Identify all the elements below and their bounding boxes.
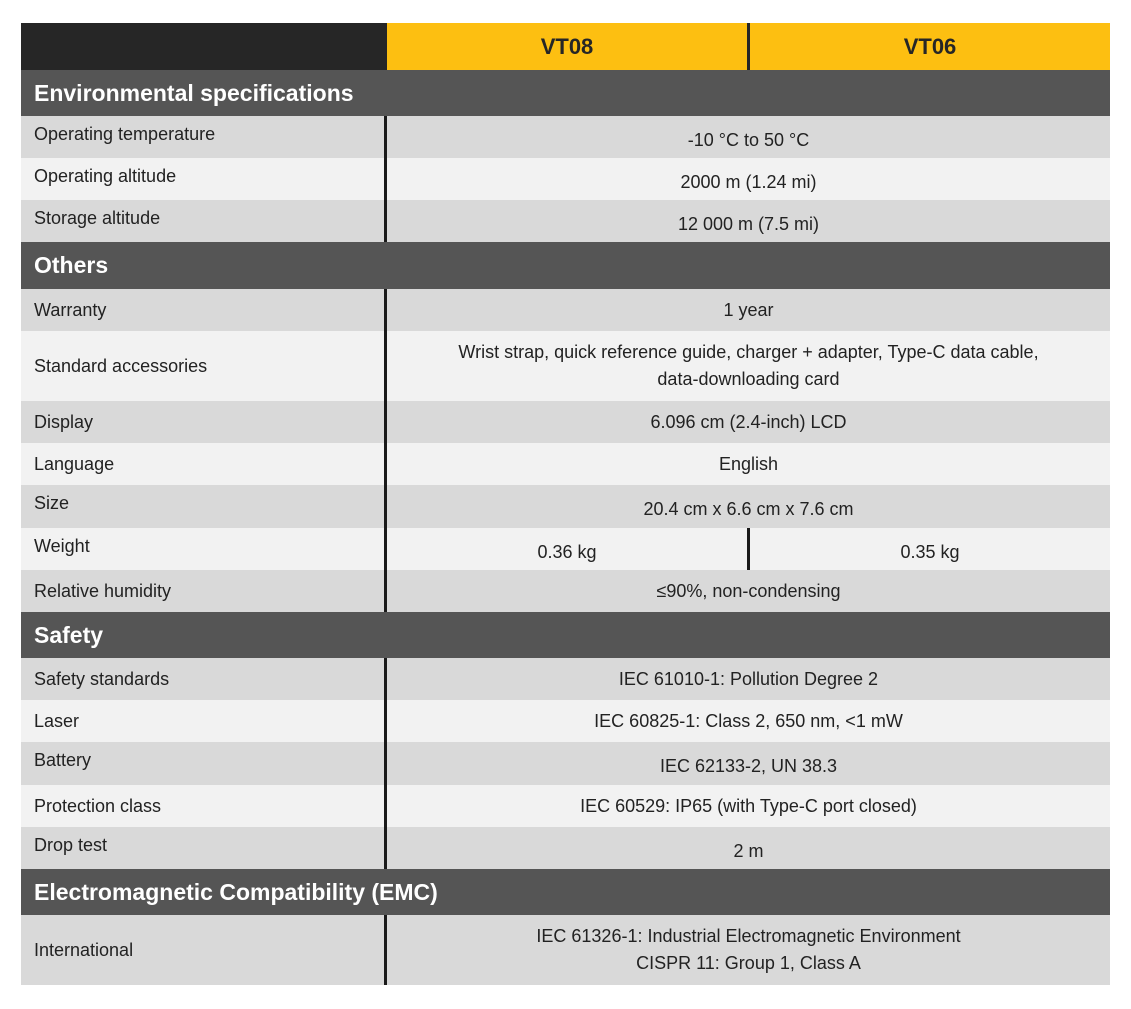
row-label: Display [34, 411, 94, 432]
row-label: Operating temperature [34, 124, 216, 144]
table-row [21, 742, 1110, 785]
row-value: 12 000 m (7.5 mi) [677, 213, 820, 234]
row-label: Protection class [34, 795, 162, 816]
row-value: -10 °C to 50 °C [687, 129, 810, 150]
header-blank-cell [21, 23, 384, 70]
row-label: International [34, 939, 134, 960]
table-row [21, 116, 1110, 158]
spec-table [21, 23, 1110, 985]
row-value: English [718, 453, 779, 474]
header-vt06: VT06 [750, 23, 1110, 70]
table-row [21, 200, 1110, 242]
value-line: IEC 61326-1: Industrial Electromagnetic Environment [536, 926, 961, 946]
row-value-vt08: 0.36 kg [537, 541, 597, 562]
section-title-others: Others [21, 242, 1110, 289]
table-row [21, 915, 1110, 985]
row-value: IEC 60825-1: Class 2, 650 nm, <1 mW [594, 710, 903, 731]
row-label: Laser [34, 710, 80, 731]
row-label: Drop test [34, 835, 108, 855]
row-label: Storage altitude [34, 208, 161, 228]
section-title-safety: Safety [21, 612, 1110, 658]
table-row [21, 570, 1110, 612]
row-label: Operating altitude [34, 166, 177, 186]
row-label: Warranty [34, 299, 107, 320]
table-row [21, 528, 1110, 570]
row-value: 1 year [723, 299, 774, 320]
row-label: Size [34, 493, 70, 513]
row-label: Battery [34, 750, 92, 770]
row-value: 2000 m (1.24 mi) [680, 171, 817, 192]
table-row [21, 158, 1110, 200]
table-row [21, 485, 1110, 528]
section-title-emc: Electromagnetic Compatibility (EMC) [21, 869, 1110, 915]
row-value-multiline [387, 331, 1110, 401]
table-row [21, 827, 1110, 869]
row-value-multiline [387, 915, 1110, 985]
value-line: data-downloading card [657, 369, 840, 389]
row-label: Safety standards [34, 668, 170, 689]
row-label: Language [34, 453, 115, 474]
row-value: ≤90%, non-condensing [656, 580, 841, 601]
value-line: CISPR 11: Group 1, Class A [636, 953, 861, 973]
row-value: IEC 61010-1: Pollution Degree 2 [618, 668, 879, 689]
table-row [21, 401, 1110, 443]
value-line: Wrist strap, quick reference guide, charger + adapter, Type-C data cable, [458, 342, 1039, 362]
table-row [21, 289, 1110, 331]
table-row [21, 443, 1110, 485]
row-value-vt06: 0.35 kg [900, 541, 960, 562]
row-label: Standard accessories [34, 355, 208, 376]
table-row [21, 785, 1110, 827]
table-header [21, 23, 1110, 70]
table-row [21, 700, 1110, 742]
header-vt08: VT08 [387, 23, 747, 70]
table-row [21, 331, 1110, 401]
row-value: 6.096 cm (2.4-inch) LCD [650, 411, 847, 432]
row-value: 2 m [733, 840, 764, 861]
row-value: 20.4 cm x 6.6 cm x 7.6 cm [643, 499, 854, 519]
row-value: IEC 60529: IP65 (with Type-C port closed) [580, 795, 917, 816]
row-label: Weight [34, 536, 90, 556]
row-label: Relative humidity [34, 580, 172, 601]
section-title-environmental: Environmental specifications [21, 70, 1110, 116]
row-value: IEC 62133-2, UN 38.3 [659, 756, 838, 776]
table-row [21, 658, 1110, 700]
